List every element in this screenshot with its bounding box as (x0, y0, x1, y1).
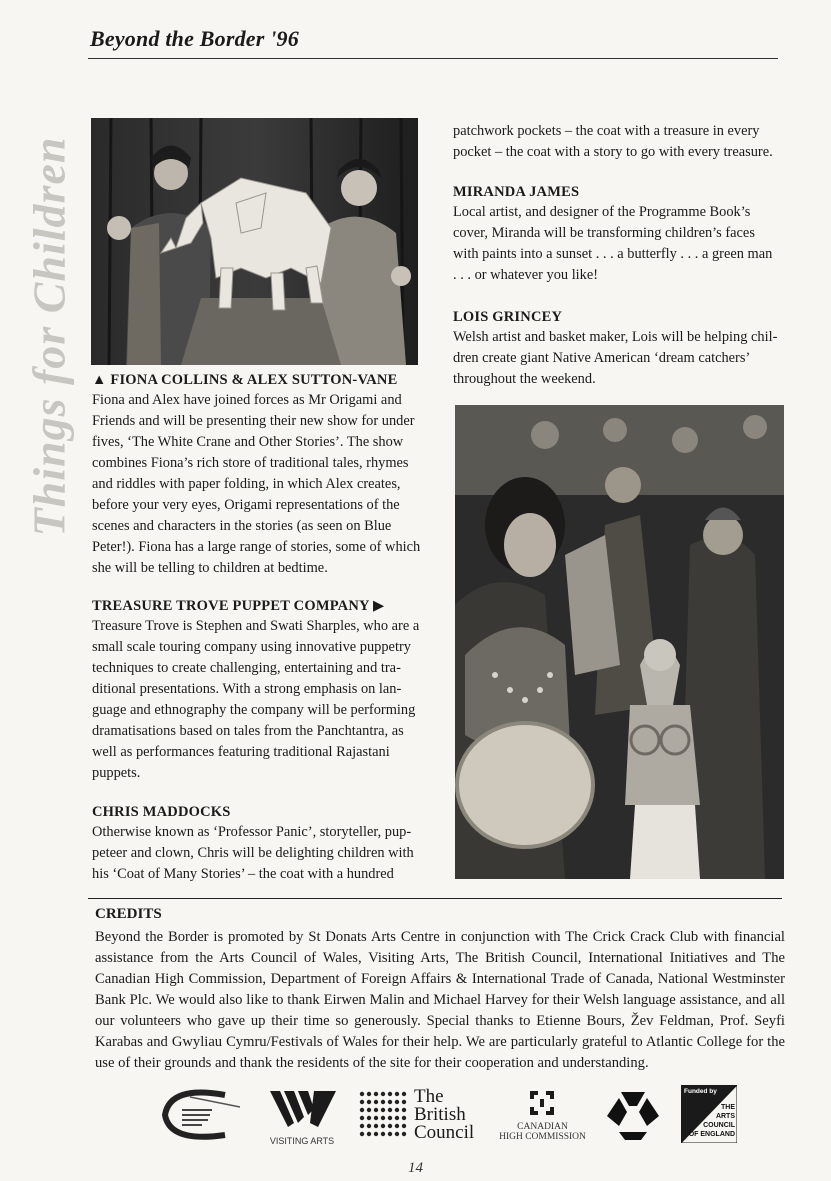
photo-origami-performers (91, 118, 418, 365)
paragraph-treasure-trove: Treasure Trove is Stephen and Swati Sharples, who are a small scale touring company using innovative puppetry techniques to create challenging, entertaining and tra- ditional presentations. With a strong emphasis on lan- guage and ethnography the company will be performing dramatisations based on tales from the Panchtantra, as well as performances featuring traditional Rajastani puppets. (92, 618, 420, 781)
heading-miranda-james: MIRANDA JAMES (453, 184, 580, 200)
triangle-up-icon: ▲ (92, 372, 107, 388)
side-title: Things for Children (23, 136, 75, 537)
paragraph-lois-grincey: Welsh artist and basket maker, Lois will be helping chil- dren create giant Native American ‘dream catchers’ throughout the weekend. (453, 329, 778, 387)
paragraph-fiona-alex: Fiona and Alex have joined forces as Mr Origami and Friends and will be presenting their new show for under fives, ‘The White Crane and Other Stories’. The show combines Fiona’s rich store of traditional tales, rhymes and riddles with paper folding, in which Alex creates, before your very eyes, Origami representations of the scenes and characters in the stories (as seen on Blue Peter!). Fiona has a large range of stories, some of which she will be telling to children at bedtime. (92, 392, 421, 576)
paragraph-chris-maddocks: Otherwise known as ‘Professor Panic’, storyteller, pup- peteer and clown, Chris will be delighting children with his ‘Coat of Many Stories’ – the coat with a hundred (92, 824, 414, 882)
triangle-right-icon: ▶ (373, 598, 385, 614)
photo-rajastani-puppets (455, 405, 784, 879)
page-number: 14 (408, 1160, 423, 1176)
credits-title: CREDITS (95, 906, 162, 922)
credits-rule (88, 898, 782, 899)
logo-natwest (603, 1088, 663, 1143)
logo-arts-council-england: Funded by THE ARTS COUNCIL OF ENGLAND (681, 1085, 737, 1143)
logo-st-donats (130, 1085, 245, 1145)
heading-chris-maddocks: CHRIS MADDOCKS (92, 804, 231, 820)
heading-fiona-alex: ▲ FIONA COLLINS & ALEX SUTTON-VANE (92, 372, 398, 388)
credits-text: Beyond the Border is promoted by St Donats Arts Centre in conjunction with The Crick Crack Club with financial assistance from the Arts Council of Wales, Visiting Arts, The British Council, International Initiatives and The Canadian High Commission, Department of Foreign Affairs & International Trade of Canada, National Westminster Bank Plc. We would also like to thank Eirwen Malin and Michael Harvey for their Welsh language assistance, and all our volunteers who gave up their time so generously. Special thanks to Etienne Bours, Žev Feldman, Prof. Seyfi Karabas and Gwyliau Cymru/Festivals of Wales for their help. We are particularly grateful to Atlantic College for the use of their grounds and thank the residents of the site for their cooperation and understanding. (95, 929, 785, 1071)
header-rule (88, 58, 778, 59)
heading-treasure-trove: TREASURE TROVE PUPPET COMPANY ▶ (92, 598, 385, 614)
paragraph-chris-continued: patchwork pockets – the coat with a treasure in every pocket – the coat with a story to go with every treasure. (453, 123, 773, 160)
logo-canadian-high-commission: CANADIAN HIGH COMMISSION (495, 1088, 590, 1144)
page-header-title: Beyond the Border '96 (90, 26, 299, 51)
logo-visiting-arts: VISITING ARTS (262, 1087, 342, 1147)
logo-british-council: The British Council (358, 1088, 483, 1144)
heading-lois-grincey: LOIS GRINCEY (453, 309, 563, 325)
paragraph-miranda-james: Local artist, and designer of the Programme Book’s cover, Miranda will be transforming children’s faces with paints into a sunset . . . a butterfly . . . a green man . . . or whatever you like! (453, 204, 773, 283)
